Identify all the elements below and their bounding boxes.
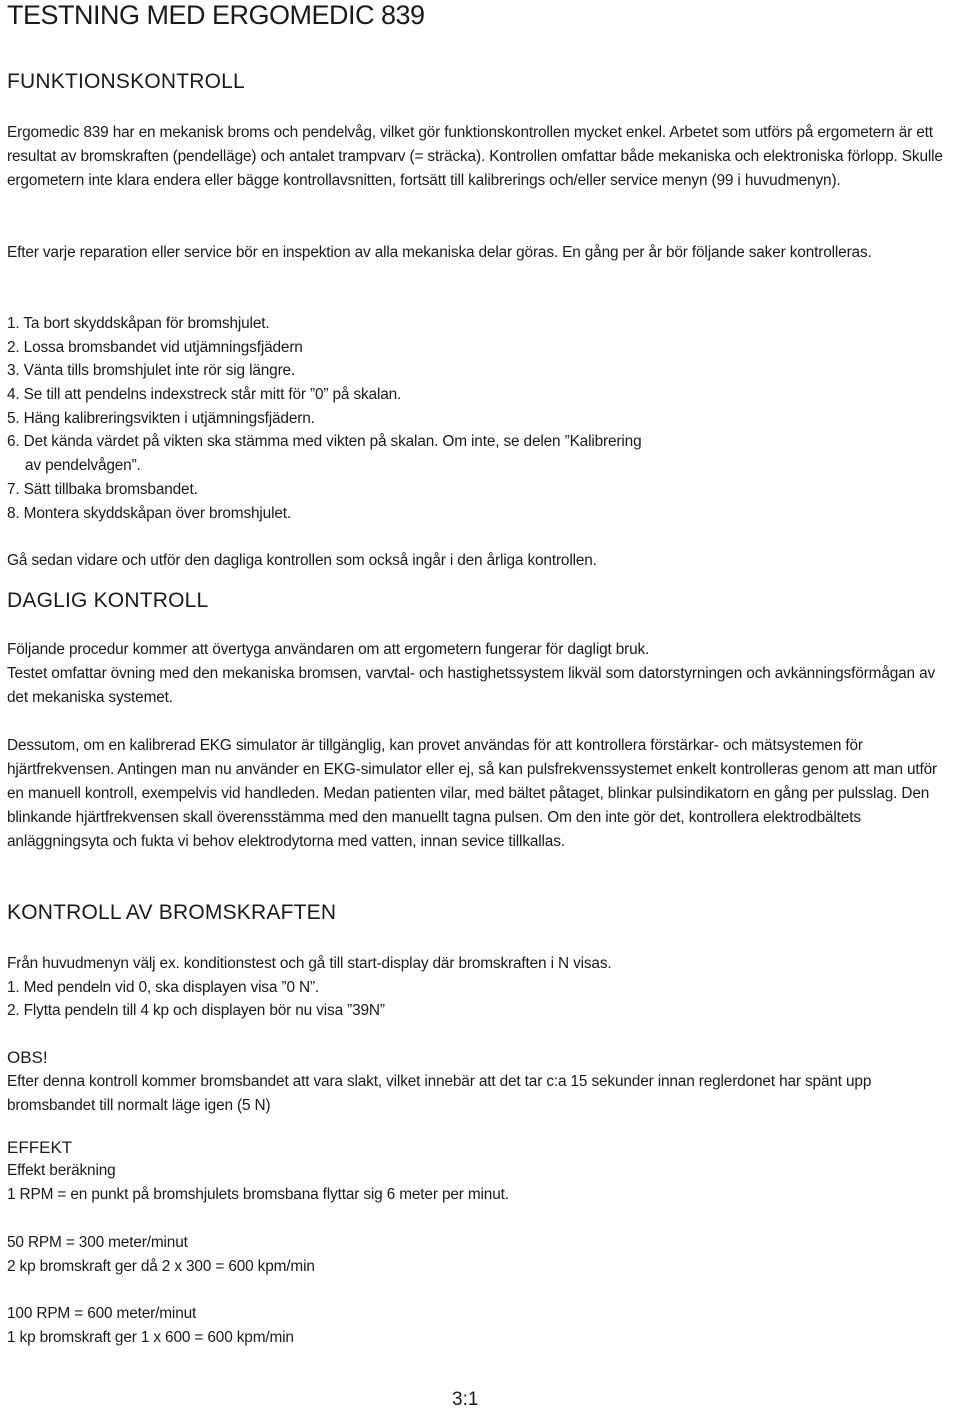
rpm-definition: 1 RPM = en punkt på bromshjulets bromsbana flyttar sig 6 meter per minut. — [7, 1186, 509, 1203]
paragraph-inspection: Efter varje reparation eller service bör en inspektion av alla mekaniska delar göras. En gång per år bör följande saker kontrolleras. — [7, 244, 872, 261]
page-title: TESTNING MED ERGOMEDIC 839 — [7, 0, 425, 30]
list-item: 3. Vänta tills bromshjulet inte rör sig längre. — [7, 362, 296, 379]
list-item: 2. Lossa bromsbandet vid utjämningsfjädern — [7, 339, 303, 356]
obs-label: OBS! — [7, 1048, 48, 1067]
paragraph-continue: Gå sedan vidare och utför den dagliga kontrollen som också ingår i den årliga kontrollen. — [7, 552, 597, 569]
example-rpm-100: 100 RPM = 600 meter/minut — [7, 1305, 197, 1322]
brake-check-intro: Från huvudmenyn välj ex. konditionstest och gå till start-display där bromskraften i N visas. — [7, 955, 612, 972]
effekt-subheading: Effekt beräkning — [7, 1162, 116, 1179]
heading-kontroll-bromskraften: KONTROLL AV BROMSKRAFTEN — [7, 901, 337, 924]
paragraph-intro: Ergomedic 839 har en mekanisk broms och pendelvåg, vilket gör funktionskontrollen mycket enkel. Arbetet som utförs på ergometern är ett resultat av bromskraften (pendelläge) och antalet trampvarv (= sträcka). Kontrollen omfattar både mekaniska och elektroniska förlopp. Skulle ergometern inte klara endera eller bägge kontrollavsnitten, fortsätt till kalibrerings och/eller service menyn (99 i huvudmenyn). — [7, 124, 943, 189]
example-rpm-50: 50 RPM = 300 meter/minut — [7, 1234, 188, 1251]
list-item: 4. Se till att pendelns indexstreck står mitt för ”0” på skalan. — [7, 386, 402, 403]
list-item-continuation: av pendelvågen”. — [25, 457, 141, 474]
heading-daglig-kontroll: DAGLIG KONTROLL — [7, 589, 209, 612]
paragraph-test-scope: Testet omfattar övning med den mekaniska bromsen, varvtal- och hastighetssystem likväl som datorstyrningen och avkänningsförmågan av det mekaniska systemet. — [7, 665, 936, 706]
list-item: 7. Sätt tillbaka bromsbandet. — [7, 481, 198, 498]
page-number: 3:1 — [452, 1389, 479, 1410]
paragraph-daily-intro: Följande procedur kommer att övertyga användaren om att ergometern fungerar för dagligt bruk. — [7, 641, 650, 658]
list-item: 2. Flytta pendeln till 4 kp och displayen bör nu visa ”39N” — [7, 1002, 385, 1019]
example-power-1kp: 1 kp bromskraft ger 1 x 600 = 600 kpm/min — [7, 1329, 294, 1346]
heading-funktionskontroll: FUNKTIONSKONTROLL — [7, 70, 245, 93]
example-power-2kp: 2 kp bromskraft ger då 2 x 300 = 600 kpm/min — [7, 1258, 315, 1275]
list-item: 5. Häng kalibreringsvikten i utjämningsfjädern. — [7, 410, 315, 427]
list-item: 1. Ta bort skyddskåpan för bromshjulet. — [7, 315, 270, 332]
list-item: 6. Det kända värdet på vikten ska stämma med vikten på skalan. Om inte, se delen ”Kalibrering — [7, 433, 642, 450]
paragraph-obs: Efter denna kontroll kommer bromsbandet att vara slakt, vilket innebär att det tar c:a 15 sekunder innan reglerdonet har spänt upp bromsbandet till normalt läge igen (5 N) — [7, 1073, 872, 1114]
list-item: 1. Med pendeln vid 0, ska displayen visa ”0 N”. — [7, 979, 320, 996]
heading-effekt: EFFEKT — [7, 1138, 73, 1157]
list-item: 8. Montera skyddskåpan över bromshjulet. — [7, 505, 292, 522]
paragraph-ekg: Dessutom, om en kalibrerad EKG simulator är tillgänglig, kan provet användas för att kontrollera förstärkar- och mätsystemen för hjärtfrekvensen. Antingen man nu använder en EKG-simulator eller ej, så kan pulsfrekvenssystemet enkelt kontrolleras genom att man utför en manuell kontroll, exempelvis vid handleden. Medan patienten vilar, med bältet påtaget, blinkar pulsindikatorn en gång per pulsslag. Den blinkande hjärtfrekvensen skall överensstämma med den manuellt tagna pulsen. Om den inte gör det, kontrollera elektrodbältets anläggningsyta och fukta vi behov elektrodytorna med vatten, innan sevice tillkallas. — [7, 737, 938, 850]
